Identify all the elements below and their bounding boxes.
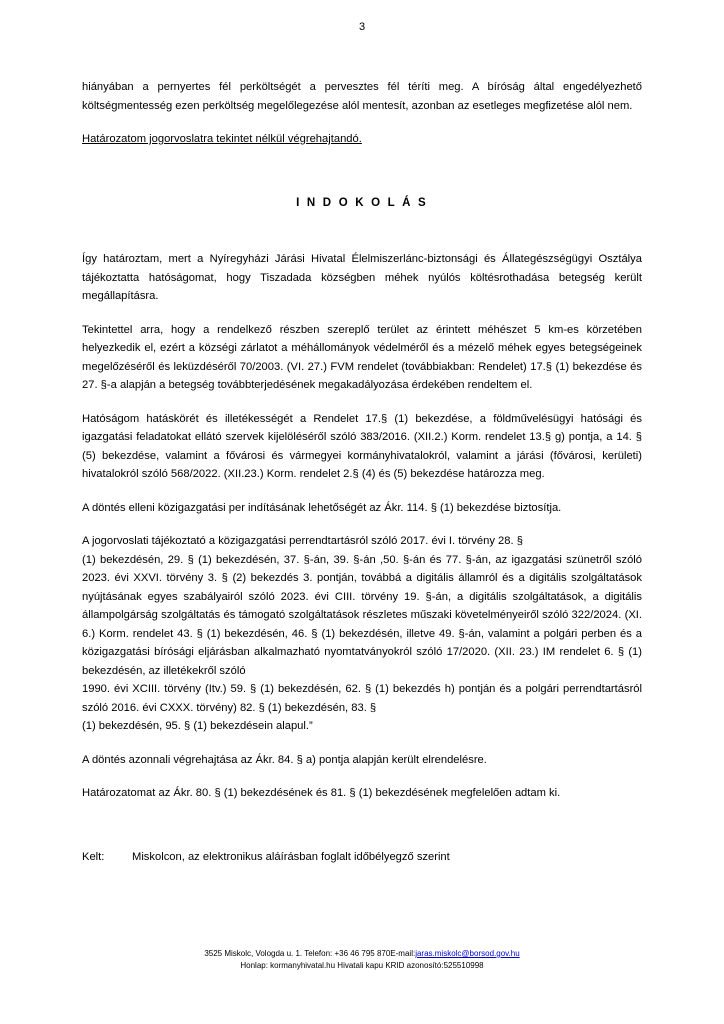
footer-address-text: 3525 Miskolc, Vologda u. 1. Telefon: +36 46 795 870E-mail: [204, 949, 416, 958]
paragraph-9: (1) bekezdésén, 95. § (1) bekezdésein alapul.” [82, 720, 313, 732]
document-body [82, 78, 642, 866]
kelt-label: Kelt: [82, 850, 105, 863]
kelt-row [82, 848, 642, 867]
footer-email-link[interactable]: jaras.miskolc@borsod.gov.hu [415, 949, 520, 958]
spacer-before-heading [82, 164, 642, 194]
footer-line-2: Honlap: kormanyhivatal.hu Hivatali kapu KRID azonosító:525510998 [240, 961, 484, 970]
paragraph-6: A jogorvoslati tájékoztató a közigazgatási perrendtartásról szóló 2017. évi I. törvény 28. § [82, 535, 523, 547]
paragraph-2: Így határoztam, mert a Nyíregyházi Járási Hivatal Élelmiszerlánc-biztonsági és Állategészségügyi Osztálya tájékoztatta hatóságomat, hogy Tiszadada községben méhek nyúlós költésrothadása betegség került megállapításra. [82, 253, 642, 302]
paragraph-10: A döntés azonnali végrehajtása az Ákr. 84. § a) pontja alapján került elrendelésre. [82, 753, 487, 766]
spacer-before-kelt [82, 818, 642, 848]
page-number: 3 [358, 21, 366, 33]
kelt-value: Miskolcon, az elektronikus aláírásban foglalt időbélyegző szerint [132, 850, 450, 863]
paragraph-enforcement-note-text: Határozatom jogorvoslatra tekintet nélkül végrehajtandó. [82, 133, 362, 145]
section-heading-indokolas: I N D O K O L Á S [296, 196, 428, 209]
paragraph-7: (1) bekezdésén, 29. § (1) bekezdésén, 37. §-án, 39. §-án ,50. §-án és 77. §-án, az igazgatási szünetről szóló 2023. évi XXVI. törvény 3. § (2) bekezdés 3. pontján, továbbá a digitális államról és a digitális szolgáltatások nyújtásának egyes szabályairól szóló 2023. évi CIII. törvény 19. §-án, a digitális szolgáltatások, a digitális állampolgárság szolgáltatás és támogató szolgáltatások részletes műszaki követelményeiről szóló 322/2024. (XI. 6.) Korm. rendelet 43. § (1) bekezdésén, 46. § (1) bekezdésén, illetve 49. §-án, valamint a polgári perben és a közigazgatási bírósági eljárásban alkalmazható nyomtatványokról szóló 17/2020. (XII. 23.) IM rendelet 6. § (1) bekezdésén, az illetékekről szóló [82, 553, 642, 677]
page-footer [0, 948, 724, 972]
paragraph-enforcement-note [82, 130, 642, 149]
footer-line-1 [0, 948, 724, 960]
paragraph-3: Tekintettel arra, hogy a rendelkező részben szereplő terület az érintett méhészet 5 km-es körzetében helyezkedik el, ezért a községi zárlatot a méhállományok védelméről és a mézelő méhek egyes betegségeinek megelőzéséről és leküzdéséről 70/2003. (VI. 27.) FVM rendelet (továbbiakban: Rendelet) 17.§ (1) bekezdése és 27. §-a alapján a betegség továbbterjedésének megakadályozása érdekében rendeltem el. [82, 323, 642, 391]
paragraph-5: A döntés elleni közigazgatási per indításának lehetőségét az Ákr. 114. § (1) bekezdése biztosítja. [82, 501, 562, 514]
paragraph-4: Hatóságom hatáskörét és illetékességét a Rendelet 17.§ (1) bekezdése, a földművelésügyi hatósági és igazgatási feladatokat ellátó szervek kijelöléséről szóló 383/2016. (XII.2.) Korm. rendelet 13.§ g) pontja, a 14. § (5) bekezdése, valamint a fővárosi és vármegyei kormányhivatalokról, valamint a járási (fővárosi, kerületi) hivatalokról szóló 568/2022. (XII.23.) Korm. rendelet 2.§ (4) és (5) bekezdése határozza meg. [82, 412, 642, 480]
spacer-after-heading [82, 212, 642, 250]
paragraph-11: Határozatomat az Ákr. 80. § (1) bekezdésének és 81. § (1) bekezdésének megfelelően adtam ki. [82, 787, 561, 799]
paragraph-8: 1990. évi XCIII. törvény (Itv.) 59. § (1) bekezdésén, 62. § (1) bekezdés h) pontján és a polgári perrendtartásról szóló 2016. évi CXXX. törvény) 82. § (1) bekezdésén, 83. § [82, 683, 642, 714]
paragraph-1: hiányában a pernyertes fél perköltségét a pervesztes fél téríti meg. A bíróság által engedélyezhető költségmentesség ezen perköltség megelőlegezése alól mentesít, azonban az esetleges megfizetése alól nem. [82, 81, 642, 112]
